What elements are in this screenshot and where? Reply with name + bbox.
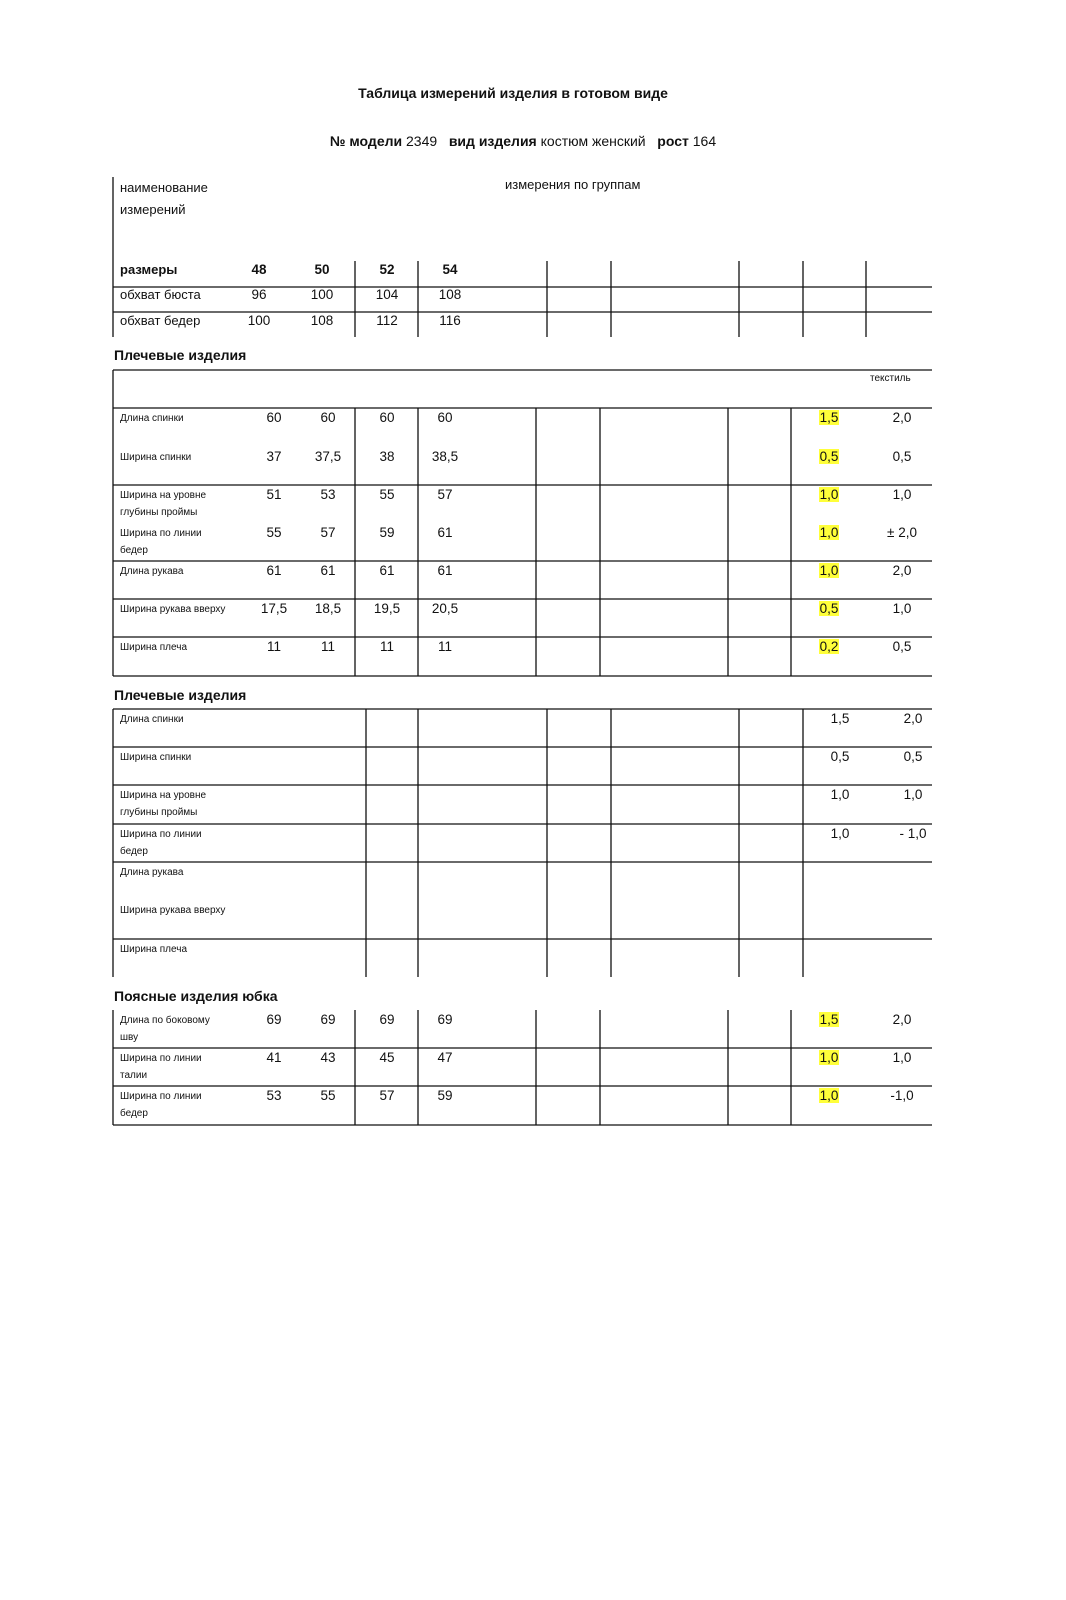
model-label: № модели (329, 133, 403, 149)
row-label: Длина спинки (120, 714, 184, 725)
value-cell: 37,5 (314, 449, 342, 464)
row-label: Ширина по линии (120, 1091, 202, 1102)
header-name-line1: наименование (120, 180, 208, 195)
row-label: Ширина плеча (120, 642, 188, 653)
value-cell: 100 (247, 313, 271, 328)
tolerance-value: 1,5 (830, 711, 850, 726)
value-cell: 69 (379, 1012, 395, 1027)
value-cell: 53 (320, 487, 336, 502)
tolerance-cell-textile: 0,5 (892, 639, 912, 654)
value-cell: 19,5 (373, 601, 401, 616)
value-cell: 37 (266, 449, 282, 464)
tolerance-value: 0,5 (830, 749, 850, 764)
header-groups: измерения по группам (505, 177, 641, 192)
value-cell: 69 (266, 1012, 282, 1027)
tolerance-value: 0,5 (819, 449, 839, 464)
type-label: вид изделия (448, 133, 537, 149)
row-label: Ширина по линии (120, 528, 202, 539)
value-cell: 20,5 (431, 601, 459, 616)
value-cell: 11 (266, 639, 281, 654)
value-cell: 61 (320, 563, 336, 578)
section2-title: Плечевые изделия (114, 687, 247, 703)
value-cell: 11 (320, 639, 335, 654)
value-cell: 57 (320, 525, 336, 540)
value-cell: 60 (320, 410, 336, 425)
row-label: Ширина по линии (120, 1053, 202, 1064)
tolerance-cell (804, 563, 854, 578)
size-cell: 48 (251, 262, 267, 277)
value-cell: 57 (379, 1088, 395, 1103)
tolerance-cell (804, 410, 854, 425)
tolerance-value: 1,0 (830, 826, 850, 841)
tolerance-header: текстиль (870, 373, 911, 384)
tolerance-value: 1,5 (819, 1012, 839, 1027)
tolerance-value: 1,0 (819, 1050, 839, 1065)
section1-title: Плечевые изделия (114, 347, 247, 363)
value-cell: 60 (266, 410, 282, 425)
row-label: обхват бедер (120, 313, 201, 328)
tolerance-cell (804, 1050, 854, 1065)
tolerance-cell (815, 826, 865, 841)
tolerance-value: 1,0 (830, 787, 850, 802)
value-cell: 55 (379, 487, 395, 502)
row-label: Ширина на уровне (120, 790, 207, 801)
row-label-cont: бедер (120, 1108, 148, 1119)
tolerance-value: 1,0 (819, 487, 839, 502)
value-cell: 60 (437, 410, 453, 425)
tolerance-cell-textile: 1,0 (892, 601, 912, 616)
height-value: 164 (692, 133, 717, 149)
tolerance-cell-textile: 2,0 (892, 410, 912, 425)
value-cell: 108 (310, 313, 334, 328)
value-cell: 59 (437, 1088, 453, 1103)
value-cell: 69 (437, 1012, 453, 1027)
row-label-cont: шву (120, 1032, 139, 1043)
row-label-cont: бедер (120, 545, 148, 556)
value-cell: 96 (251, 287, 267, 302)
value-cell: 61 (437, 563, 453, 578)
value-cell: 43 (320, 1050, 336, 1065)
tolerance-cell (804, 639, 854, 654)
row-label: обхват бюста (120, 287, 201, 302)
value-cell: 104 (375, 287, 399, 302)
row-label: Ширина спинки (120, 752, 192, 763)
tolerance-cell-textile: 0,5 (903, 749, 923, 764)
model-value: 2349 (406, 133, 438, 149)
value-cell: 59 (379, 525, 395, 540)
value-cell: 45 (379, 1050, 395, 1065)
tolerance-cell-textile: -1,0 (890, 1088, 914, 1103)
height-label: рост (657, 133, 689, 149)
tolerance-cell-textile: 1,0 (892, 1050, 912, 1065)
row-label: Длина по боковому (120, 1015, 210, 1026)
value-cell: 55 (320, 1088, 336, 1103)
tolerance-cell (815, 711, 865, 726)
row-label: Ширина плеча (120, 944, 188, 955)
value-cell: 55 (266, 525, 282, 540)
tolerance-value: 1,5 (819, 410, 839, 425)
value-cell: 61 (266, 563, 282, 578)
row-label: Ширина спинки (120, 452, 192, 463)
tolerance-cell (804, 1088, 854, 1103)
row-label-cont: глубины проймы (120, 507, 198, 518)
value-cell: 17,5 (260, 601, 288, 616)
tolerance-value: 1,0 (819, 1088, 839, 1103)
row-label-cont: глубины проймы (120, 807, 198, 818)
value-cell: 100 (310, 287, 334, 302)
tolerance-cell (804, 1012, 854, 1027)
tolerance-cell-textile: ± 2,0 (887, 525, 917, 540)
tolerance-cell-textile: 1,0 (903, 787, 923, 802)
value-cell: 69 (320, 1012, 336, 1027)
value-cell: 61 (437, 525, 453, 540)
size-cell: 50 (314, 262, 330, 277)
tolerance-cell (815, 749, 865, 764)
row-label-cont: талии (120, 1070, 148, 1081)
row-label: Ширина рукава вверху (120, 905, 226, 916)
value-cell: 18,5 (314, 601, 342, 616)
value-cell: 116 (439, 313, 461, 328)
value-cell: 112 (376, 313, 398, 328)
row-label: Ширина на уровне (120, 490, 207, 501)
row-label-cont: бедер (120, 846, 148, 857)
value-cell: 51 (266, 487, 282, 502)
type-value: костюм женский (540, 133, 646, 149)
tolerance-cell-textile: 0,5 (892, 449, 912, 464)
tolerance-cell (804, 525, 854, 540)
document-title: Таблица измерений изделия в готовом виде (358, 85, 668, 101)
tolerance-cell-textile: 2,0 (892, 1012, 912, 1027)
tolerance-cell (815, 787, 865, 802)
value-cell: 53 (266, 1088, 282, 1103)
tolerance-cell (804, 449, 854, 464)
tolerance-cell (804, 487, 854, 502)
row-label: Длина рукава (120, 867, 184, 878)
sizes-label: размеры (120, 262, 178, 277)
row-label: Ширина по линии (120, 829, 202, 840)
tolerance-cell-textile: 2,0 (903, 711, 923, 726)
tolerance-cell-textile: - 1,0 (899, 826, 927, 841)
row-label: Длина спинки (120, 413, 184, 424)
value-cell: 41 (266, 1050, 282, 1065)
value-cell: 108 (438, 287, 462, 302)
tolerance-cell-textile: 2,0 (892, 563, 912, 578)
row-label: Длина рукава (120, 566, 184, 577)
row-label: Ширина рукава вверху (120, 604, 226, 615)
value-cell: 60 (379, 410, 395, 425)
value-cell: 38,5 (431, 449, 459, 464)
value-cell: 61 (379, 563, 395, 578)
tolerance-value: 1,0 (819, 525, 839, 540)
tolerance-value: 0,2 (819, 639, 839, 654)
size-cell: 52 (379, 262, 395, 277)
tolerance-cell-textile: 1,0 (892, 487, 912, 502)
value-cell: 38 (379, 449, 395, 464)
header-name-line2: измерений (120, 202, 186, 217)
tolerance-value: 1,0 (819, 563, 839, 578)
value-cell: 57 (437, 487, 453, 502)
value-cell: 47 (437, 1050, 453, 1065)
tolerance-value: 0,5 (819, 601, 839, 616)
value-cell: 11 (379, 639, 394, 654)
tolerance-cell (804, 601, 854, 616)
header-name-cell (120, 177, 208, 221)
value-cell: 11 (437, 639, 452, 654)
section3-title: Поясные изделия юбка (114, 988, 278, 1004)
size-cell: 54 (442, 262, 458, 277)
